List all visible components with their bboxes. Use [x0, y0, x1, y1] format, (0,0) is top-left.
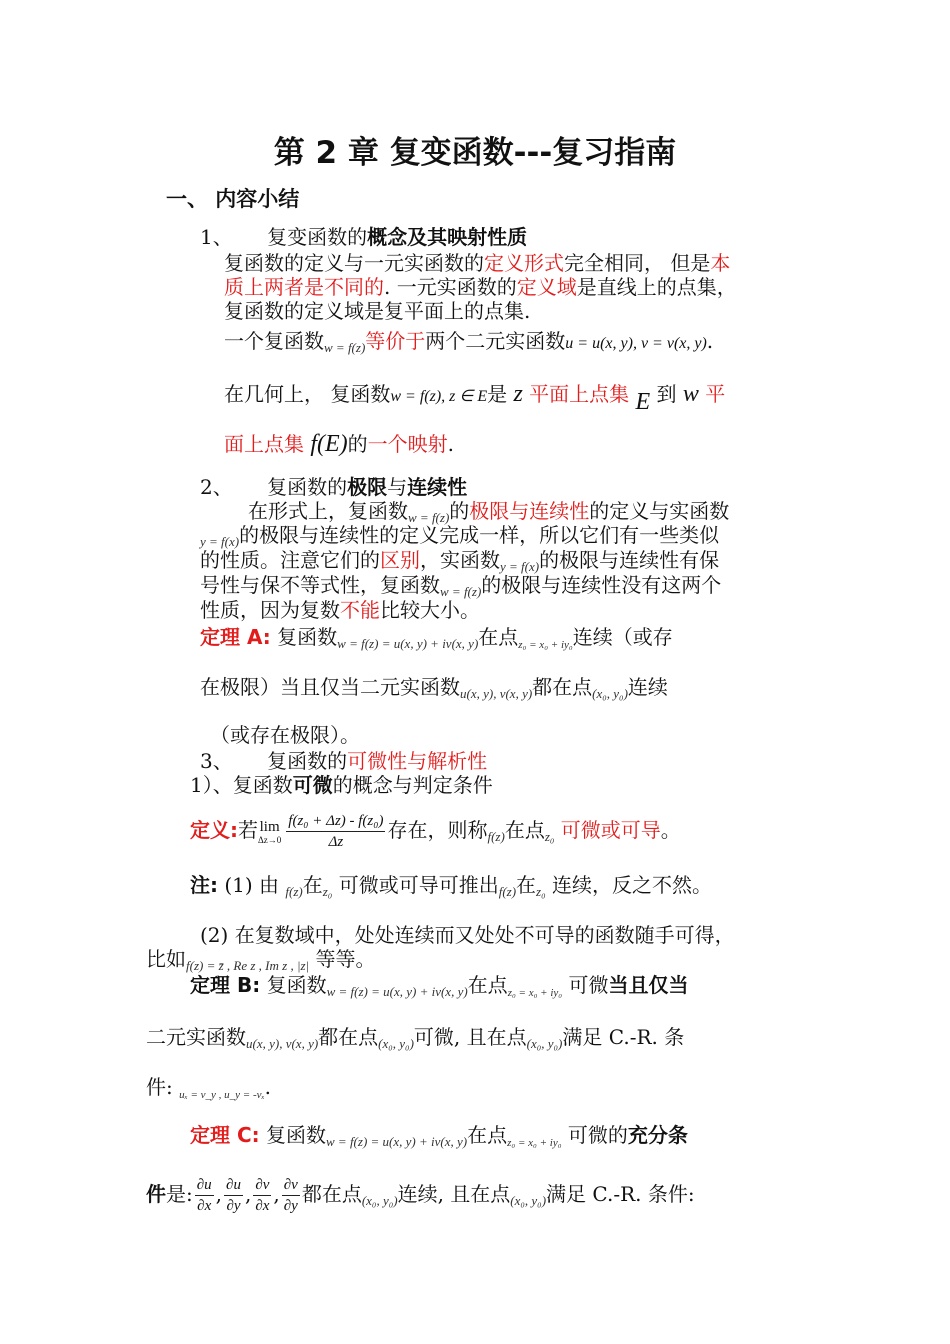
- p1-line3: 复函数的定义域是复平面上的点集.: [224, 299, 531, 323]
- limit-expression: lim Δz→0: [258, 818, 282, 845]
- p2-line3: 的性质。注意它们的区别，实函数$_{y = f(x)}$的极限与连续性有保: [200, 548, 720, 574]
- note-line1: 注: (1) 由 $_{f(z)}$在$_{z_0}$ 可微或可导可推出$_{f(z)}$在$_{z_0}$ 连续，反之不然。: [190, 873, 712, 899]
- p2-line1: 在形式上，复函数$_{w = f(z)}$的极限与连续性的定义与实函数: [248, 499, 730, 525]
- item1-prefix: 复变函数的: [267, 225, 368, 249]
- theorem-a-line2: 在极限）当且仅当二元实函数$_{u(x, y), v(x, y)}$都在点$_{(x_0, y_0)}$连续: [200, 675, 668, 701]
- theorem-b-line2: 二元实函数$_{u(x, y), v(x, y)}$都在点$_{(x_0, y_0)}$可微, 且在点$_{(x_0, y_0)}$满足 C.-R. 条: [146, 1025, 685, 1051]
- theorem-b-label: 定理 B:: [190, 973, 261, 997]
- partial-u-x: $\frac{\partial u}{\partial x}$: [196, 1177, 212, 1214]
- note-line2: (2) 在复数域中，处处连续而又处处不可导的函数随手可得，: [200, 923, 735, 947]
- partial-v-y: $\frac{\partial v}{\partial y}$: [283, 1177, 298, 1214]
- math-fE: f(E): [310, 431, 348, 457]
- theorem-b-line1: 定理 B: 复函数$_{w = f(z) = u(x, y) + iv(x, y)}$在点$_{z_0 = x_0 + iy_0}$ 可微当且仅当: [190, 973, 689, 999]
- note-label: 注:: [190, 873, 218, 897]
- theorem-a-line1: 定理 A: 复函数$_{w = f(z) = u(x, y) + iv(x, y)}$在点$_{z_0 = x_0 + iy_0}$连续（或存: [200, 625, 673, 651]
- definition-line: 定义:若 lim Δz→0 $\frac{\text{f(z₀ + Δz) - f(z₀)}}{\Delta z}$ 存在，则称$_{f(z)}$在点$_{z_0}$ 可微或可导。: [190, 813, 681, 850]
- theorem-c-line2: 件是: $\frac{\partial u}{\partial x}$ , $\frac{\partial u}{\partial y}$ , $\frac{\partial v}{\partial x}$ , $\frac{\partial v}{\partial y}$ 都在点$_{(x_0, y_0)}$连续, 且在点$_{(x_0, y_0)}$满足 C.-R. 条件:: [146, 1177, 695, 1214]
- item1-bold: 概念及其映射性质: [367, 225, 528, 249]
- difference-quotient: $\frac{\text{f(z₀ + Δz) - f(z₀)}}{\Delta z}$: [288, 813, 384, 850]
- item3-heading: 3、 复函数的可微性与解析性: [200, 749, 488, 773]
- note-line3: 比如$_{f(z) = z̄ , Re z , Im z , |z|}$ 等等。: [146, 947, 376, 973]
- p1-line2: 质上两者是不同的. 一元实函数的定义域是直线上的点集，: [224, 275, 737, 299]
- p2-line5: 性质，因为复数不能比较大小。: [200, 598, 480, 622]
- section-heading: 一、 内容小结: [166, 187, 300, 211]
- item1-number: 1、: [200, 225, 233, 249]
- theorem-c-label: 定理 C:: [190, 1123, 260, 1147]
- math-wfz-e: w = f(z), z ∈ E: [390, 388, 488, 405]
- page-title: 第 2 章 复变函数---复习指南: [273, 135, 677, 171]
- p1-line5: 在几何上， 复函数w = f(z), z ∈ E是 z 平面上点集 E 到 w 平: [224, 381, 726, 415]
- sub1-heading: 1）、复函数可微的概念与判定条件: [190, 773, 493, 797]
- partial-u-y: $\frac{\partial u}{\partial y}$: [226, 1177, 241, 1214]
- definition-label: 定义:: [190, 818, 238, 842]
- p1-line6: 面上点集 f(E)的一个映射.: [224, 431, 455, 457]
- p1-line1: 复函数的定义与一元实函数的定义形式完全相同， 但是本: [224, 251, 731, 275]
- item1-heading: [200, 224, 527, 250]
- p2-line2: $_{y = f(x)}$的极限与连续性的定义完成一样，所以它们有一些类似: [200, 523, 720, 549]
- theorem-a-line3: （或存在极限）。: [210, 723, 360, 747]
- math-uv: u = u(x, y), v = v(x, y): [565, 335, 707, 352]
- theorem-b-line3: 件: $_{u_x = v\_y , u\_y = -v_x}$.: [146, 1075, 272, 1101]
- item2-heading: 2、 复函数的极限与连续性: [200, 475, 468, 499]
- math-w-fz: w = f(z): [324, 340, 366, 355]
- theorem-c-line1: 定理 C: 复函数$_{w = f(z) = u(x, y) + iv(x, y)}$在点$_{z_0 = x_0 + iy_0}$ 可微的充分条: [190, 1123, 688, 1149]
- p1-line4: 一个复函数$_{w = f(z)}$等价于两个二元实函数u = u(x, y), v = v(x, y).: [224, 329, 714, 355]
- theorem-a-label: 定理 A:: [200, 625, 271, 649]
- p2-line4: 号性与保不等式性，复函数$_{w = f(z)}$的极限与连续性没有这两个: [200, 573, 722, 599]
- partial-v-x: $\frac{\partial v}{\partial x}$: [255, 1177, 270, 1214]
